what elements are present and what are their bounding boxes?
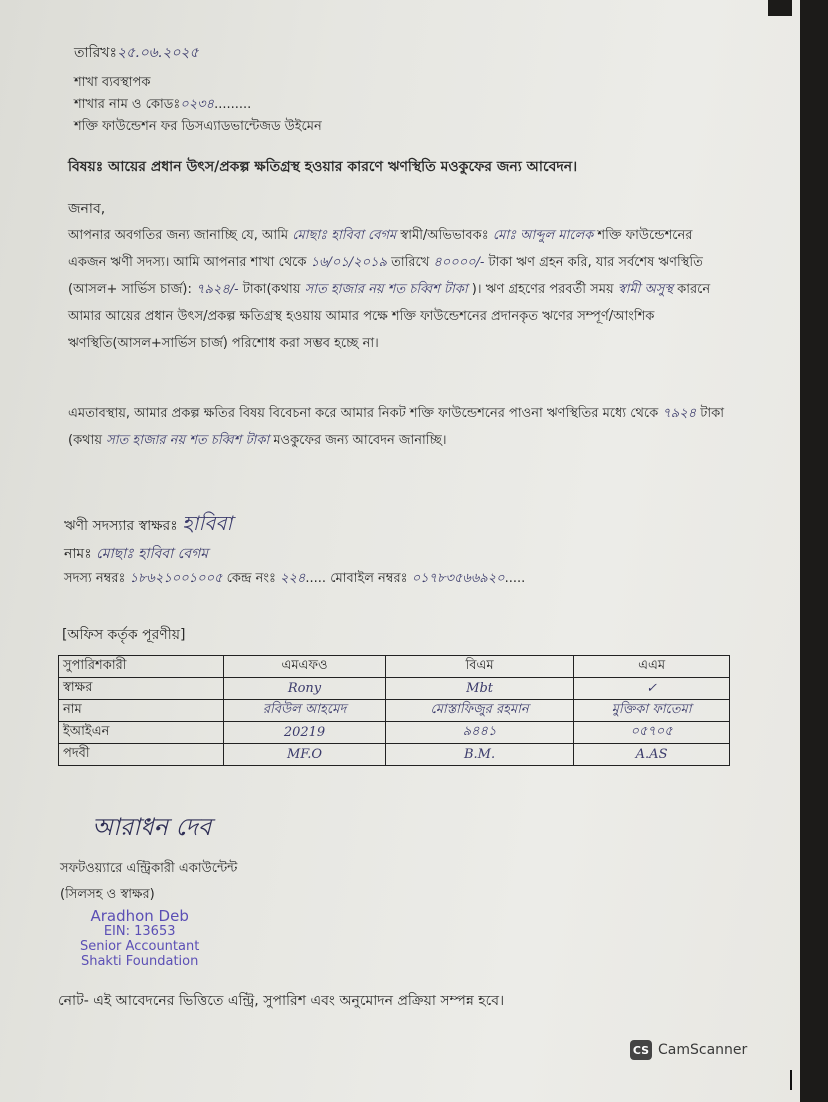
- foundation-name: শক্তি ফাউন্ডেশন ফর ডিসএ্যাডভান্টেজড উইমেন: [74, 119, 322, 134]
- table-cell: Rony: [224, 678, 386, 700]
- branch-manager: শাখা ব্যবস্থাপক: [74, 75, 151, 90]
- table-cell: MF.O: [224, 744, 386, 766]
- table-header-cell: বিএম: [385, 656, 573, 678]
- stamp-ein: EIN: 13653: [103, 924, 176, 939]
- table-cell: B.M.: [385, 744, 573, 766]
- camscanner-watermark: [630, 1040, 747, 1060]
- date-line: তারিখঃ২৫.০৬.২০২৫: [74, 45, 199, 61]
- office-use-label: [অফিস কর্তৃক পূরণীয়]: [62, 627, 186, 643]
- scan-background: [800, 0, 828, 1102]
- paragraph-1: আপনার অবগতির জন্য জানাচ্ছি যে, আমি মোছাঃ হাবিবা বেগম স্বামী/অভিভাবকঃ মোঃ আব্দুল মালেক শক্তি ফাউন্ডেশনের একজন ঋণী সদস্য। আমি আপনার শাখা থেকে ১৬/০১/২০১৯ তারিখে ৪০০০০/- টাকা ঋণ গ্রহন করি, যার সর্বশেষ ঋণস্থিতি (আসল+ সার্ভিস চার্জ): ৭৯২৪/- টাকা(কথায় সাত হাজার নয় শত চব্বিশ টাকা )। ঋণ গ্রহণের পরবর্তী সময় স্বামী অসুস্থ কারনে আমার আয়ের প্রধান উৎস/প্রকল্প ক্ষতিগ্রস্থ হওয়ায় আমার পক্ষে শক্তি ফাউন্ডেশনের প্রদানকৃত ঋণের সম্পূর্ণ/আংশিক ঋণস্থিতি(আসল+সার্ভিস চার্জ) পরিশোধ করা সম্ভব হচ্ছে না।: [68, 228, 711, 351]
- table-row: [59, 722, 730, 744]
- office-table: [58, 655, 730, 766]
- table-cell: Mbt: [385, 678, 573, 700]
- stamp-name: Aradhon Deb: [90, 907, 189, 925]
- table-cell: ৯৪৪১: [385, 722, 573, 744]
- table-cell: ইআইএন: [59, 722, 224, 744]
- footer-note: নোট- এই আবেদনের ভিত্তিতে এন্ট্রি, সুপারিশ এবং অনুমোদন প্রক্রিয়া সম্পন্ন হবে।: [58, 993, 505, 1009]
- table-cell: 20219: [224, 722, 386, 744]
- member-name-line: নামঃ মোছাঃ হাবিবা বেগম: [64, 546, 209, 562]
- table-row: [59, 744, 730, 766]
- subject-line: বিষয়ঃ আয়ের প্রধান উৎস/প্রকল্প ক্ষতিগ্রস্থ হওয়ার কারণে ঋণস্থিতি মওকুফের জন্য আবেদন।: [68, 159, 578, 175]
- table-cell: ✓: [574, 678, 730, 700]
- table-cell: পদবী: [59, 744, 224, 766]
- salutation: জনাব,: [68, 201, 106, 217]
- table-cell: ০৫৭০৫: [574, 722, 730, 744]
- scan-edge-mark: [790, 1070, 792, 1090]
- member-signature-line: ঋণী সদস্যার স্বাক্ষরঃ হাবিবা: [64, 511, 233, 535]
- member-number-line: সদস্য নম্বরঃ ১৮৬২১০০১০০৫ কেন্দ্র নংঃ ২২৪..... মোবাইল নম্বরঃ ০১৭৮৩৫৬৬৯২০.....: [64, 571, 526, 586]
- table-cell: স্বাক্ষর: [59, 678, 224, 700]
- table-row: [59, 678, 730, 700]
- accountant-stamp: [80, 909, 199, 969]
- table-cell: মোস্তাফিজুর রহমান: [385, 700, 573, 722]
- stamp-org: Shakti Foundation: [80, 954, 199, 969]
- table-row: [59, 700, 730, 722]
- table-cell: A.AS: [574, 744, 730, 766]
- paragraph-2: এমতাবস্থায়, আমার প্রকল্প ক্ষতির বিষয় বিবেচনা করে আমার নিকট শক্তি ফাউন্ডেশনের পাওনা ঋণস্থিতির মধ্যে থেকে ৭৯২৪ টাকা (কথায় সাত হাজার নয় শত চব্বিশ টাকা মওকুফের জন্য আবেদন জানাচ্ছি।: [68, 406, 724, 448]
- camscanner-logo-icon: CS: [630, 1040, 652, 1060]
- table-cell: রবিউল আহমেদ: [224, 700, 386, 722]
- camscanner-text: CamScanner: [658, 1042, 748, 1058]
- table-cell: মুক্তিকা ফাতেমা: [574, 700, 730, 722]
- accountant-signature: আরাধন দেব: [92, 813, 212, 841]
- table-header-row: [59, 656, 730, 678]
- table-header-cell: এমএফও: [224, 656, 386, 678]
- branch-line: শাখার নাম ও কোডঃ০২৩৪.........: [74, 97, 252, 112]
- table-cell: নাম: [59, 700, 224, 722]
- scan-corner: [768, 0, 792, 16]
- accountant-title: সফটওয়্যারে এন্ট্রিকারী একাউন্টেন্ট: [60, 861, 238, 876]
- stamp-title: Senior Accountant: [80, 939, 200, 954]
- table-header-cell: সুপারিশকারী: [59, 656, 224, 678]
- seal-note: (সিলসহ ও স্বাক্ষর): [60, 887, 155, 902]
- table-header-cell: এএম: [574, 656, 730, 678]
